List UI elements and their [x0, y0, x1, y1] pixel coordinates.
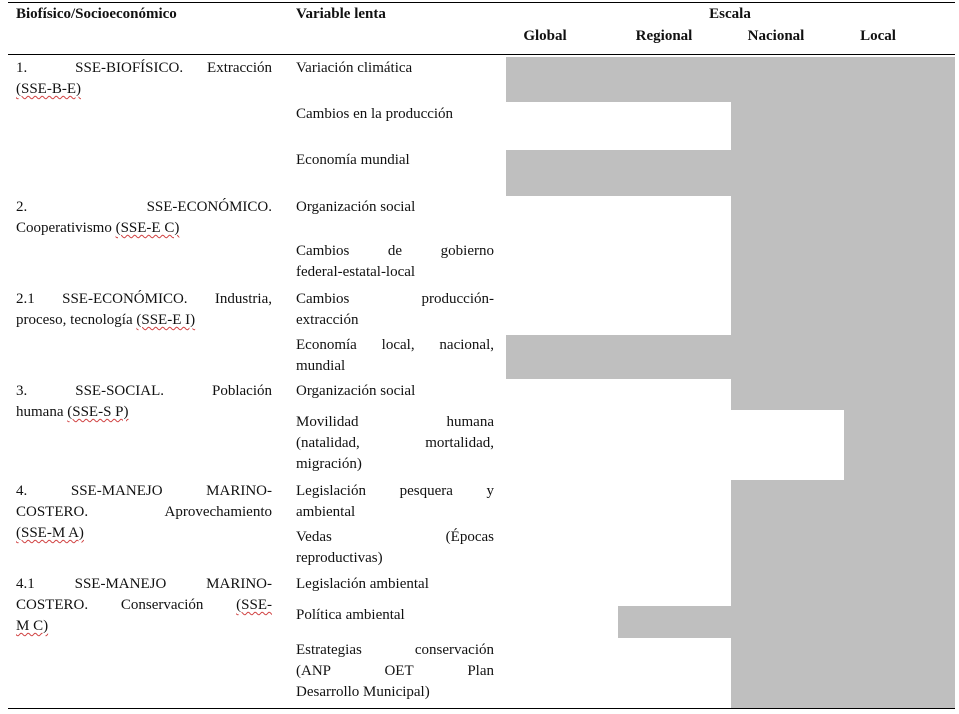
group-4: 4. SSE-MANEJO MARINO- COSTERO. Aprovechamiento (SSE-M A): [16, 483, 272, 541]
header-escala: Escala: [709, 6, 751, 22]
shade-economia-mundial: [506, 150, 955, 196]
shade-politica-ambiental: [618, 606, 955, 638]
var-cambios-produccion: Cambios en la producción: [296, 106, 454, 122]
table-top-rule: [8, 2, 955, 3]
shade-cambios-produccion: [731, 102, 955, 150]
var-economia-mundial: Economía mundial: [296, 152, 410, 168]
var-organizacion-social-2: Organización social: [296, 383, 416, 399]
var-vedas: Vedas (Épocas reproductivas): [296, 529, 494, 566]
group-1: 1. SSE-BIOFÍSICO. Extracción (SSE-B-E): [16, 60, 273, 97]
var-cambios-gobierno: Cambios de gobierno federal-estatal-local: [296, 243, 494, 280]
table-bottom-rule: [8, 708, 955, 709]
var-movilidad-humana: Movilidad humana (natalidad, mortalidad, migración): [296, 414, 494, 472]
var-economia-local: Economía local, nacional, mundial: [296, 337, 494, 374]
header-biofisico: Biofísico/Socioeconómico: [16, 6, 177, 22]
var-organizacion-social: Organización social: [296, 199, 416, 215]
shade-movilidad-humana: [844, 410, 955, 480]
group-2-1: 2.1 SSE-ECONÓMICO. Industria, proceso, tecnología (SSE-E I): [16, 291, 272, 328]
shade-estrategias: [731, 638, 955, 708]
header-scale-regional: Regional: [635, 28, 693, 44]
shade-organizacion-social-3: [731, 379, 955, 410]
shade-legislacion-vedas: [731, 480, 955, 606]
group-4-1: 4.1 SSE-MANEJO MARINO- COSTERO. Conservación (SSE- M C): [16, 576, 272, 634]
var-cambios-produccion-extraccion: Cambios producción- extracción: [296, 291, 494, 328]
group-3: 3. SSE-SOCIAL. Población humana (SSE-S P): [16, 383, 273, 420]
shade-nacional-local-block: [731, 196, 955, 335]
header-scale-local: Local: [860, 28, 896, 44]
shade-variacion-climatica: [506, 57, 955, 102]
shade-economia-local: [506, 335, 955, 379]
var-legislacion-ambiental: Legislación ambiental: [296, 576, 429, 592]
header-scale-nacional: Nacional: [747, 28, 805, 44]
header-scale-global: Global: [523, 28, 567, 44]
var-legislacion-pesquera: Legislación pesquera y ambiental: [296, 483, 494, 520]
group-2: 2. SSE-ECONÓMICO. Cooperativismo (SSE-E C): [16, 199, 272, 236]
header-variable-lenta: Variable lenta: [296, 6, 386, 22]
var-politica-ambiental: Política ambiental: [296, 607, 405, 623]
var-estrategias-conservacion: Estrategias conservación (ANP OET Plan Desarrollo Municipal): [296, 642, 494, 700]
var-variacion-climatica: Variación climática: [296, 60, 413, 76]
table-header-rule: [8, 54, 955, 55]
